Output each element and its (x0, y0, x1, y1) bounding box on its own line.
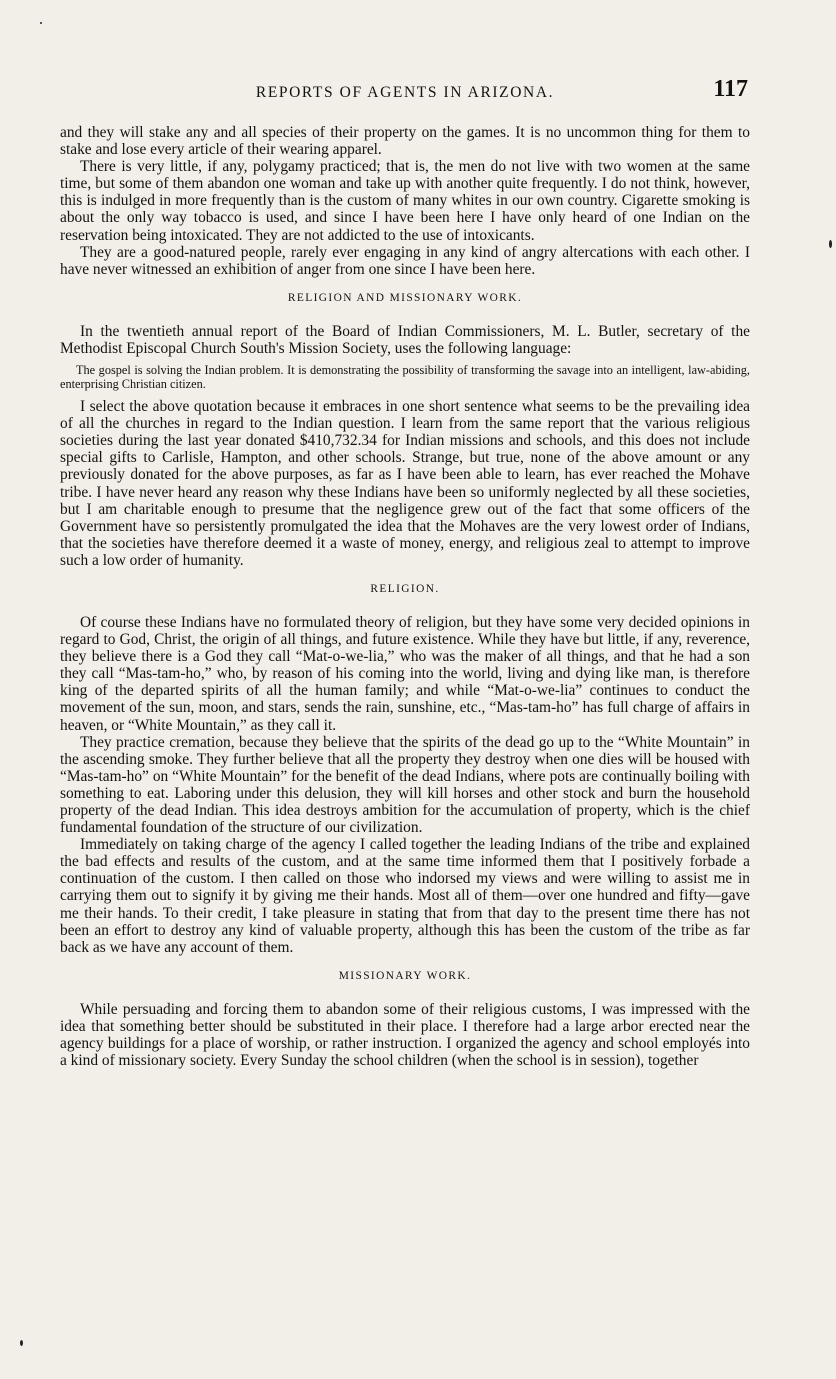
paragraph: and they will stake any and all species of their property on the games. It is no uncommon thing for them to stake and lose every article of their wearing apparel. (60, 124, 750, 159)
paragraph: They practice cremation, because they believe that the spirits of the dead go up to the “White Mountain” in the ascending smoke. They further believe that all the property they destroy when one dies will be housed with “Mas-tam-ho” on “White Mountain” for the benefit of the dead Indians, where pots are continually boiling with something to eat. Laboring under this delusion, they will kill horses and other stock and burn the household property of the dead Indian. This idea destroys ambition for the accumulation of property, which is the chief fundamental foundation of the structure of our civilization. (60, 733, 750, 837)
paragraph: Immediately on taking charge of the agency I called together the leading Indians of the tribe and explained the bad effects and results of the custom, and at the same time informed them that I positively forbade a continuation of the custom. I then called on those who indorsed my views and were willing to assist me in carrying them out to signify it by giving me their hands. Most all of them—over one hundred and fifty—gave me their hands. To their credit, I take pleasure in stating that from that day to the present time there has not been an effort to destroy any kind of valuable property, although this has been the custom of the tribe as far back as we have any account of them. (60, 836, 750, 956)
scan-speck (20, 1340, 23, 1346)
running-head: REPORTS OF AGENTS IN ARIZONA. (255, 84, 555, 101)
section-heading: RELIGION AND MISSIONARY WORK. (287, 291, 523, 304)
page-header (60, 76, 750, 108)
body-text (60, 124, 750, 1069)
paragraph: They are a good-natured people, rarely ever engaging in any kind of angry altercations with each other. I have never witnessed an exhibition of anger from one since I have been here. (60, 243, 750, 278)
paragraph: In the twentieth annual report of the Board of Indian Commissioners, M. L. Butler, secretary of the Methodist Episcopal Church South's Mission Society, uses the following language: (60, 322, 750, 357)
scan-speck (829, 240, 832, 248)
paragraph: Of course these Indians have no formulated theory of religion, but they have some very decided opinions in regard to God, Christ, the origin of all things, and future existence. While they have but little, if any, reverence, they believe there is a God they call “Mat-o-we-lia,” who was the maker of all things, and that he had a son they call “Mas-tam-ho,” who, by reason of his coming into the world, living and dying like man, is therefore king of the departed spirits of all the human family; and while “Mat-o-we-lia” continues to conduct the movement of the sun, moon, and stars, sends the rain, sunshine, etc., “Mas-tam-ho” has full charge of affairs in heaven, or “White Mountain,” as they call it. (60, 613, 750, 734)
paragraph: While persuading and forcing them to abandon some of their religious customs, I was impressed with the idea that something better should be substituted in their place. I therefore had a large arbor erected near the agency buildings for a place of worship, or rather instruction. I organized the agency and school employés into a kind of missionary society. Every Sunday the school children (when the school is in session), together (60, 1000, 750, 1070)
scan-speck (40, 22, 42, 24)
section-heading: MISSIONARY WORK. (338, 969, 472, 982)
block-quote: The gospel is solving the Indian problem. It is demonstrating the possibility of transforming the savage into an intelligent, law-abiding, enterprising Christian citizen. (60, 363, 750, 392)
section-heading: RELIGION. (370, 582, 440, 595)
page-number: 117 (713, 76, 748, 102)
paragraph: I select the above quotation because it embraces in one short sentence what seems to be the prevailing idea of all the churches in regard to the Indian question. I learn from the same report that the various religious societies during the last year donated $410,732.34 for Indian missions and schools, and this does not include special gifts to Carlisle, Hampton, and other schools. Strange, but true, none of the above amount or any previously donated for the above purposes, as far as I have been able to learn, has ever reached the Mohave tribe. I have never heard any reason why these Indians have been so uniformly neglected by all these societies, but I am charitable enough to presume that the negligence grew out of the fact that some officers of the Government have so persistently promulgated the idea that the Mohaves are the very lowest order of Indians, that the societies have therefore deemed it a waste of money, energy, and religious zeal to attempt to improve such a low order of humanity. (60, 398, 750, 569)
paragraph: There is very little, if any, polygamy practiced; that is, the men do not live with two women at the same time, but some of them abandon one woman and take up with another quite frequently. I do not think, however, this is indulged in more frequently than is the custom of many whites in our own country. Cigarette smoking is about the only way tobacco is used, and since I have been here I have only heard of one Indian on the reservation being intoxicated. They are not addicted to the use of intoxicants. (60, 158, 750, 244)
